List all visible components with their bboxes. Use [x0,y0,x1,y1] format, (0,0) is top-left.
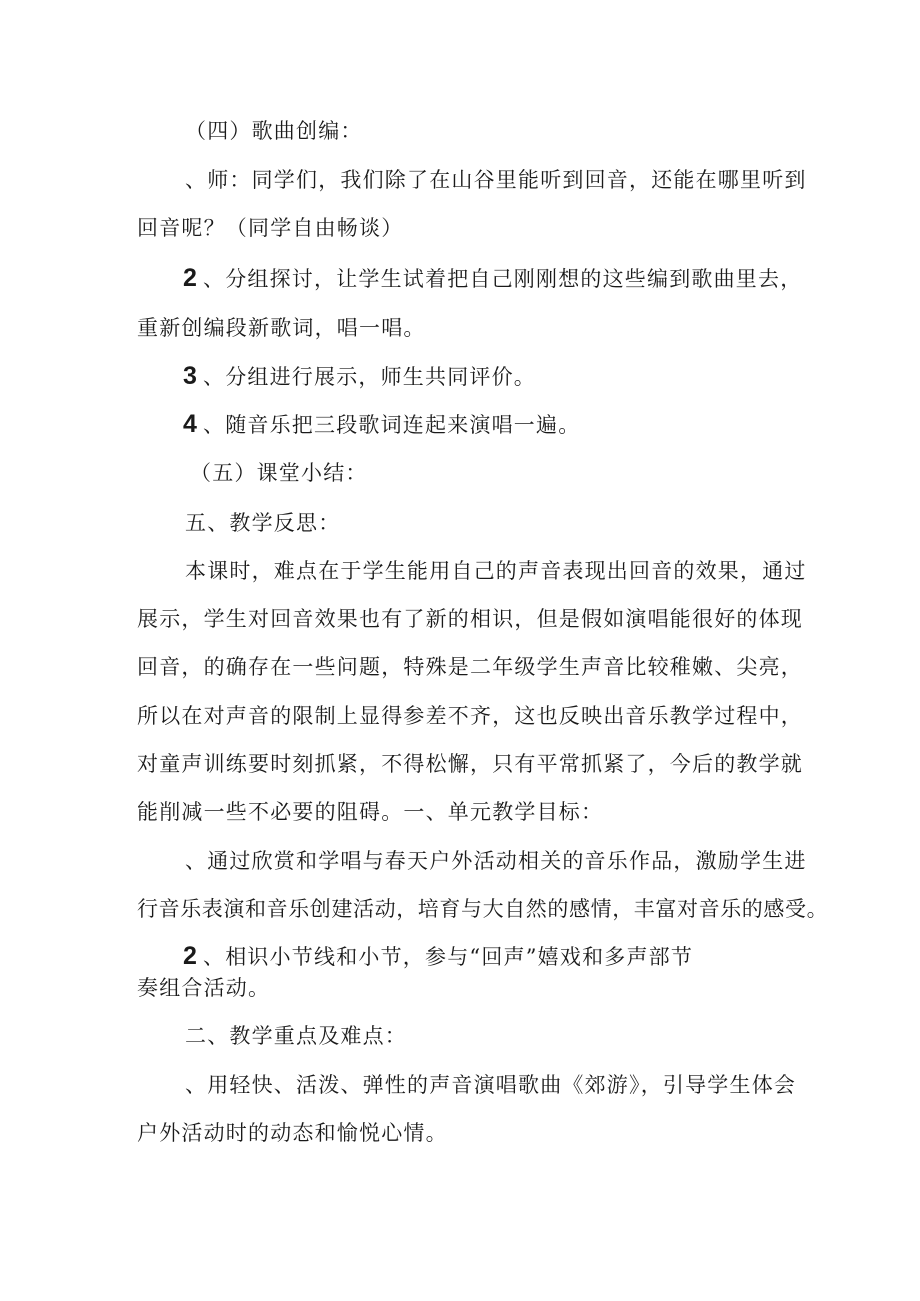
paragraph-line: 重新创编段新歌词，唱一唱。 [137,316,426,340]
section-heading-song-creation: （四）歌曲创编： [185,119,363,143]
paragraph-line: 、随音乐把三段歌词连起来演唱一遍。 [203,413,581,437]
paragraph-line: 对童声训练要时刻抓紧，不得松懈，只有平常抓紧了，今后的教学就 [137,752,803,776]
paragraph-line: 、分组探讨，让学生试着把自己刚刚想的这些编到歌曲里去， [203,267,803,291]
paragraph-line: 所以在对声音的限制上显得参差不齐，这也反映出音乐教学过程中， [137,704,803,728]
list-number: 4 [183,410,197,438]
paragraph-line: 、师：同学们，我们除了在山谷里能听到回音，还能在哪里听到 [185,168,807,192]
paragraph-line: 行音乐表演和音乐创建活动，培育与大自然的感情，丰富对音乐的感受。 [137,897,829,921]
paragraph-line: 户外活动时的动态和愉悦心情。 [137,1121,448,1145]
list-number: 3 [183,362,197,390]
paragraph-line: 、相识小节线和小节，参与“回声”嬉戏和多声部节 [203,945,694,969]
paragraph-line: 展示，学生对回音效果也有了新的相识，但是假如演唱能很好的体现 [137,607,803,631]
list-number: 2 [183,942,197,970]
section-heading-reflection: 五、教学反思： [185,511,341,535]
paragraph-line: 、通过欣赏和学唱与春天户外活动相关的音乐作品，激励学生进 [185,849,807,873]
paragraph-line: 奏组合活动。 [137,976,271,1000]
paragraph-line: 能削减一些不必要的阻碍。一、单元教学目标： [137,800,604,824]
list-number: 2 [183,264,197,292]
section-heading-summary: （五）课堂小结： [190,461,368,485]
paragraph-line: 、用轻快、活泼、弹性的声音演唱歌曲《郊游》，引导学生体会 [185,1073,797,1097]
paragraph-line: 、分组进行展示，师生共同评价。 [203,365,536,389]
section-heading-key-points: 二、教学重点及难点： [185,1024,407,1048]
paragraph-line: 回音，的确存在一些问题，特殊是二年级学生声音比较稚嫩、尖亮， [137,655,803,679]
paragraph-line: 本课时，难点在于学生能用自己的声音表现出回音的效果，通过 [185,559,807,583]
paragraph-line: 回音呢？（同学自由畅谈） [137,216,404,240]
